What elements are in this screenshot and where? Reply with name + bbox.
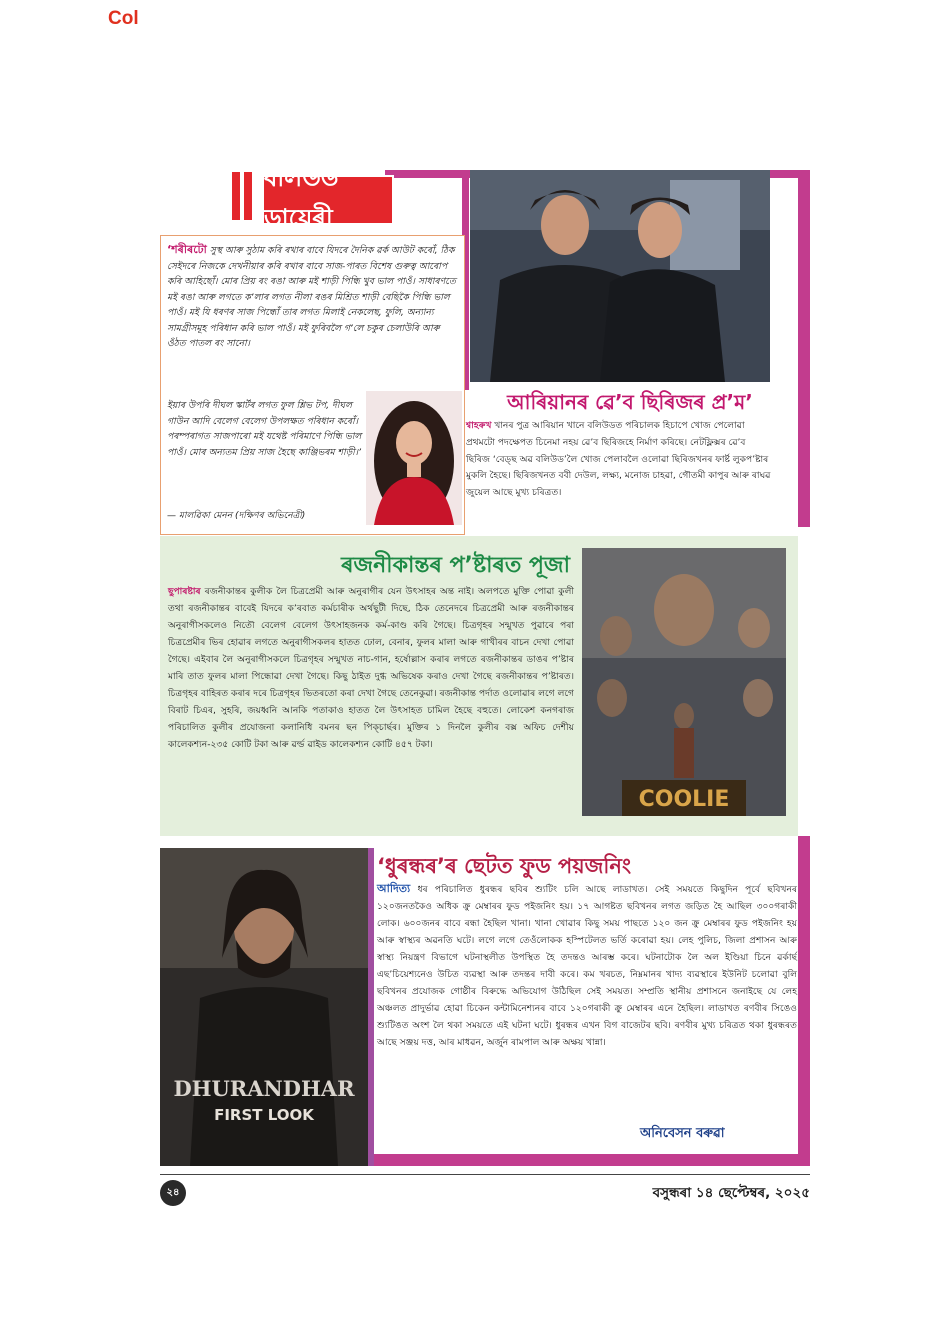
article-lead: ‘শৰীৰটো — [167, 243, 207, 256]
dhurandhar-article-text — [377, 880, 797, 1052]
frame-bar — [368, 848, 374, 1166]
issue-info: বসুন্ধৰা ১৪ ছেপ্টেম্বৰ, ২০২৫ — [652, 1185, 810, 1201]
dhurandhar-poster — [160, 848, 368, 1166]
footer-rule — [160, 1174, 810, 1175]
portrait-photo — [366, 391, 462, 525]
frame-bar — [798, 170, 810, 527]
article-lead: শ্বাহৰুখ — [466, 421, 492, 431]
article-body: ৰজনীকান্তৰ কুলীক লৈ চিত্ৰপ্ৰেমী আৰু অনুৰাগীৰ যেন উৎসাহৰ অন্ত নাই। অলপতে মুক্তি পোৱা কুলী তথা ৰজনীকান্তৰ বাবেই যিদৰে ক’ৰবাত কৰ্মচাৰীক অৰ্থছুটী দিছে, ঠিক তেনেদৰে চিত্ৰপ্ৰেমী আৰু ৰজনীকান্তৰ অনুৰাগীসকলেও নিতৌ বেলেগ বেলেগ উৎসাহজনক কৰ্ম-কাণ্ড কৰি গৈছে। চিত্ৰগৃহৰ সন্মুখত পুৱাৰে পৰা চিত্ৰপ্ৰেমীৰ ভিৰ হোৱাৰ লগতে অনুৰাগীসকলৰ হাতত ঢোল, বেনাৰ, ফুলৰ মালা আৰু গাখীৰৰ বাচন দেখা পোৱা গৈছে। এইবাৰ লৈ অনুৰাগীসকলে চিত্ৰগৃহৰ সন্মুখত নাচ-গান, হৰ্ষোল্লাস কৰাৰ লগতে ৰজনীকান্তৰ ডাঙৰ প’ষ্টাৰ মাৰি তাত ফুলৰ মালা পিন্ধোৱা দেখা গৈছে। কিছু ঠাইত দুগ্ধ অভিষেক কৰাও দেখা গৈছে ৰজনীকান্তৰ প’ষ্টাৰত। চিত্ৰগৃহৰ বাহিৰত কৰাৰ দৰে চিত্ৰগৃহৰ ভিতৰতো কৰা দেখা গৈছে তেনেকুৱা। ৰজনীকান্ত পৰ্দাত ওলোৱাৰ লগে লগে বিৰাট চিএৰ, সুহৰি, জয়ধ্বনি আনকি পতাকাও হাতত লৈ উৎসাহত চামিল হৈছে বহুতে। লোকেশ কনগৰাজ পৰিচালিত কুলীৰ প্ৰযোজনা কলানিধি বমনৰ ছন পিক্‌চাৰ্ছৰ। মুক্তিৰ ১ দিনলৈ কুলীৰ বক্স অফিচ দেশীয় কালেকশ্যন-২৩৫ কোটি টকা আৰু ৱৰ্ল্ড ৱাইড কালেকশ্যন কোটি ৪৫৭ টকা। — [168, 587, 574, 750]
rajini-article-title: ৰজনীকান্তৰ প’ষ্টাৰত পূজা — [341, 553, 570, 578]
page-number: ২৪ — [160, 1180, 186, 1206]
frame-bar — [798, 836, 810, 1166]
byline: অনিবেসন বৰুৱা — [640, 1126, 725, 1141]
article-text — [167, 398, 365, 460]
aryan-article-title: আৰিয়ানৰ ৱে’ব ছিৰিজৰ প্ৰ’ম’ — [507, 390, 753, 414]
poster-subtitle: FIRST LOOK — [214, 1106, 314, 1124]
dhurandhar-article-title: ‘ধুৰন্ধৰ’ৰ ছেটত ফুড পয়জনিং — [377, 854, 632, 878]
attribution: — মালৱিকা মেনন (দক্ষিণৰ অভিনেত্ৰী) — [167, 511, 306, 521]
coolie-poster — [582, 548, 786, 816]
coolie-logo: COOLIE — [638, 787, 730, 812]
header-bar — [244, 172, 252, 220]
article-body-bottom: ইয়াৰ উপৰি দীঘল স্কাৰ্টৰ লগত ফুল শ্লিভ টপ, দীঘল গাউন আদি বেলেগ বেলেগ উপলক্ষত পৰিধান কৰোঁ। পৰম্পৰাগত সাজপাৰো মই যথেষ্ট পৰিমাণে পিন্ধি ভাল পাওঁ। মোৰ অন্যতম প্ৰিয় সাজ হৈছে কাঞ্জিভৰম শাড়ী।’ — [167, 400, 362, 458]
corner-mark: Col — [108, 8, 139, 29]
rajini-article-text — [168, 584, 574, 754]
frame-bar — [368, 1154, 810, 1166]
article-text — [167, 242, 459, 352]
aryan-article-text — [466, 418, 772, 502]
section-title: বলিউড ডায়েৰী — [262, 175, 394, 225]
article-lead: আদিত্য — [377, 882, 411, 895]
article-body-top: সুস্থ আৰু সুঠাম কৰি ৰখাৰ বাবে যিদৰে দৈনিক ৱৰ্ক আউট কৰোঁ, ঠিক সেইদৰে নিজকে দেখনীয়াৰ কৰি ৰখাৰ বাবে সাজ-পাৰত বিশেষ গুৰুত্ব আৰোপ কৰি আহিছোঁ। মোৰ প্ৰিয় ৰং ৰঙা আৰু মই শাড়ী পিন্ধি খুব ভাল পাওঁ। সাধাৰণতে মই ৰঙা আৰু লগতে ক’লাৰ লগত নীলা ৰঙৰ মিশ্ৰিত শাড়ী বেছিকৈ পিন্ধি ভাল পাওঁ। মই যি ধৰণৰ সাজ পিন্ধোঁ তাৰ লগত মিলাই নেকলেছ, ফুলি, অন্যান্য সামগ্ৰীসমূহ পৰিধান কৰি ভাল পাওঁ। মই ফুৰিবলৈ গ’লে চকুৰ চেলাউৰি আৰু ওঁঠত পাতল ৰং সানো। — [167, 245, 456, 349]
article-lead: ছুপাৰষ্টাৰ — [168, 587, 201, 597]
article-body: খানৰ পুত্ৰ আৰিয়ান খানে বলিউডত পৰিচালক হিচাপে খোজ পেলোৱা প্ৰথমটো পদক্ষেপত চিনেমা নহয় ৱে’ব ছিৰিজহে নিৰ্মাণ কৰিছে। নেটফ্লিক্সৰ ৱে’ব ছিৰিজ ‘বেড্‌ছ অৱ বলিউড’লৈ খোজ পেলাবলৈ ওলোৱা ছিৰিজখনৰ ফাৰ্ষ্ট লুকপ’ষ্টাৰ মুকলি হৈছে। ছিৰিজখনত ববী দেউল, লক্ষ্য, মনোজ চাহৱা, গৌতমী কাপুৰ আৰু ৰাঘৱ জুয়েল আছে মুখ্য চৰিত্ৰত। — [466, 421, 771, 499]
poster-title: DHURANDHAR — [173, 1076, 355, 1101]
srk-aryan-photo — [470, 170, 770, 382]
header-bar — [232, 172, 240, 220]
article-body: ধৰ পৰিচালিত ধুৰন্ধৰ ছবিৰ শ্যুটিং চলি আছে লাডাখত। সেই সময়তে কিছুদিন পূৰ্বে ছবিখনৰ ১২০জনতকৈও অধিক ক্ৰু মেম্বাৰৰ ফুড পইজনিং হয়। ১৭ আগষ্টত ছবিখনৰ লগত জড়িত হৈ আছিল ৩০০গৰাকী লোক। ৬০০জনৰ বাবে ৰন্ধা হৈছিল খানা। খানা খোৱাৰ কিছু সময় পাছতে ১২০ জন ক্ৰু মেম্বাৰৰ ফুড পইজনিং হয় আৰু স্বাস্থ্যৰ অৱনতি ঘটে। লগে লগে তেওঁলোকক হস্পিটেলত ভৰ্তি কৰোৱা হয়। লেহ পুলিচ, জিলা প্ৰশাসন আৰু স্বাস্থ্য নিয়ন্ত্ৰণ বিভাগে ঘটনাস্থলীত উপস্থিত হৈ তদন্তও আৰম্ভ কৰে। ঘটনাটোক লৈ অল ইণ্ডিয়া চিনে ৱৰ্কাৰ্ছ এছ’চিয়েশ্যনেও উচিত ব্যৱস্থা আৰু তদন্তৰ দাবী কৰে। কম খৰচত, নিম্নমানৰ খাদ্য ব্যৱস্থাৰে ইউনিট চলোৱা বুলি ছবিখনৰ প্ৰযোজক গোষ্ঠীৰ বিৰুদ্ধে অভিযোগ উঠিছিল সেই সময়ত। সম্প্ৰতি স্থানীয় প্ৰশাসনে জনাইছে যে লেহ অঞ্চলত প্ৰাদুৰ্ভাৱ হোৱা চিকেন কন্টামিনেশ্যনৰ বাবে ১২০গৰাকী ক্ৰু মেম্বাৰৰ এনে হৈছিল। লাডাখত ৰণবীৰ সিঙেও শ্যুটিঙত অংশ লৈ থকা সময়তে এই ঘটনা ঘটে। ধুৰন্ধৰ এখন বিগ বাজেটৰ ছবি। ৰণবীৰ মুখ্য চৰিত্ৰত থকা ধুৰন্ধৰত আছে সঞ্জয় দত্ত, আৰ মাধৱন, অৰ্জুন ৰামপাল আৰু অক্ষয় খান্না। — [377, 885, 797, 1048]
